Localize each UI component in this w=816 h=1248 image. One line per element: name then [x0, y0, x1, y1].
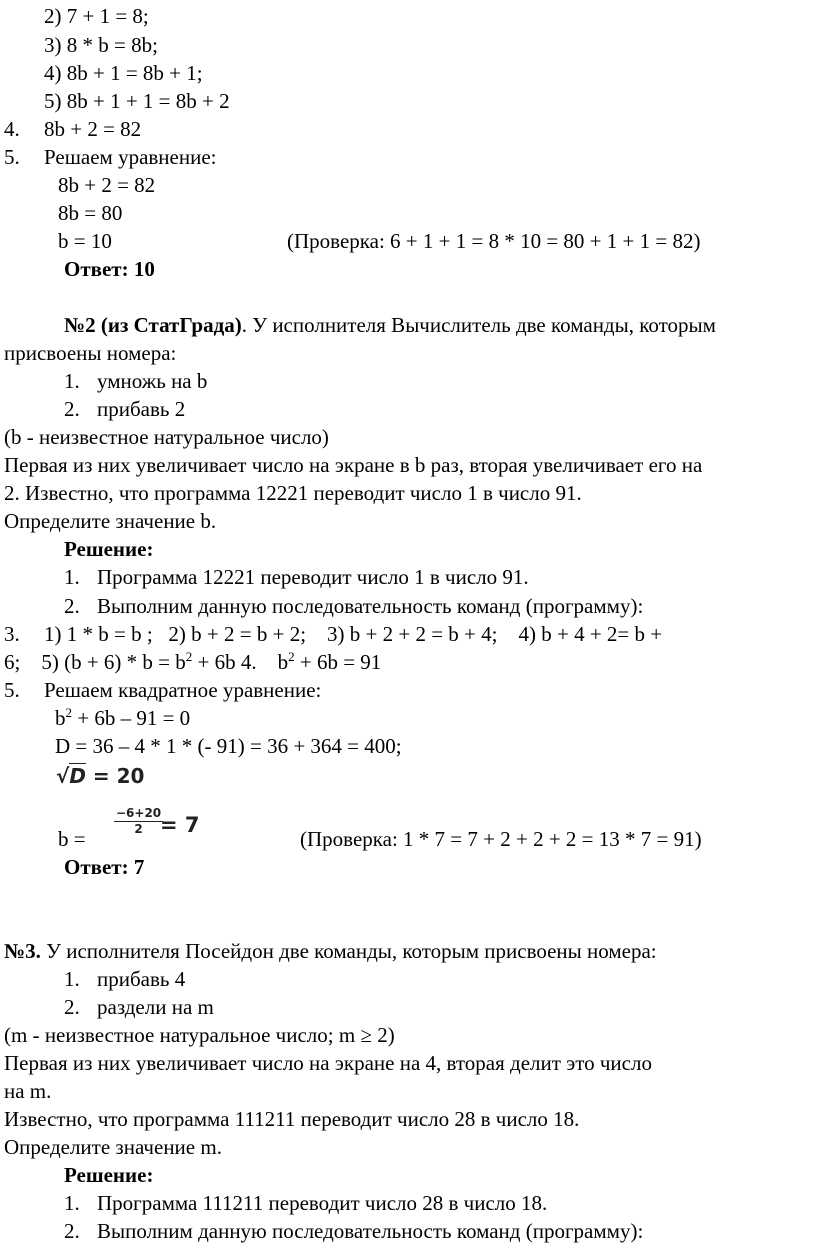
paragraph-line: на m. [4, 1079, 52, 1103]
problem-3-title: №3. [4, 939, 41, 963]
answer-line: Ответ: 7 [64, 855, 145, 879]
equation-line: 8b = 80 [58, 201, 123, 225]
list-item-continued [4, 650, 381, 677]
list-number: 3. [4, 622, 20, 646]
paragraph-line: 2. Известно, что программа 12221 переводит число 1 в число 91. [4, 481, 582, 505]
text-fragment: 6; 5) (b + 6) * b = b [4, 650, 186, 674]
list-item: 1) 1 * b = b ; 2) b + 2 = b + 2; 3) b + 2 + 2 = b + 4; 4) b + 4 + 2= b + [44, 622, 663, 646]
paragraph-line: Известно, что программа 111211 переводит число 28 в число 18. [4, 1107, 580, 1131]
list-number: 4. [4, 117, 20, 141]
text-fragment: + 6b = 91 [294, 650, 382, 674]
superscript: 2 [185, 649, 193, 664]
list-number: 1. [64, 967, 80, 991]
list-number: 2. [64, 1219, 80, 1243]
superscript: 2 [65, 705, 72, 720]
fraction-denominator: 2 [134, 822, 143, 836]
problem-3-intro: У исполнителя Посейдон две команды, которым присвоены номера: [40, 939, 657, 963]
fraction-result: = 7 [160, 813, 200, 837]
step-line: 5) 8b + 1 + 1 = 8b + 2 [44, 89, 230, 113]
equation-line: 8b + 2 = 82 [58, 173, 156, 197]
paragraph-line: Первая из них увеличивает число на экране в b раз, вторая увеличивает его на [4, 453, 703, 477]
list-item: Выполним данную последовательность команд (программу): [97, 1219, 644, 1243]
paragraph-line: (m - неизвестное натуральное число; m ≥ 2) [4, 1023, 395, 1047]
check-line: (Проверка: 6 + 1 + 1 = 8 * 10 = 80 + 1 + 1 = 82) [287, 229, 701, 253]
answer-line: Ответ: 10 [64, 257, 155, 281]
equation-line [55, 706, 190, 733]
text-fragment: = 20 [85, 764, 145, 788]
paragraph-line: присвоены номера: [4, 341, 177, 365]
step-line: 3) 8 * b = 8b; [44, 33, 158, 57]
paragraph-line: Первая из них увеличивает число на экране на 4, вторая делит это число [4, 1051, 652, 1075]
problem-2-title: №2 (из СтатГрада) [64, 313, 242, 337]
sqrt-argument: D [69, 764, 86, 788]
fraction [114, 806, 163, 837]
list-number: 1. [64, 565, 80, 589]
command-item: прибавь 2 [97, 397, 186, 421]
list-number: 1. [64, 1191, 80, 1215]
sqrt-equation [56, 764, 144, 788]
command-item: умножь на b [97, 369, 208, 393]
equation-line: D = 36 – 4 * 1 * (- 91) = 36 + 364 = 400; [55, 734, 402, 758]
text-fragment: + 6b – 91 = 0 [72, 706, 191, 730]
equation-line: b = 10 [58, 229, 112, 253]
list-number: 2. [64, 995, 80, 1019]
list-number: 1. [64, 369, 80, 393]
problem-3-heading [4, 939, 657, 963]
check-line: (Проверка: 1 * 7 = 7 + 2 + 2 + 2 = 13 * 7 = 91) [300, 827, 702, 851]
step-line: 4) 8b + 1 = 8b + 1; [44, 61, 203, 85]
paragraph-line: Определите значение m. [4, 1135, 222, 1159]
list-item: Решаем уравнение: [44, 145, 217, 169]
list-item: Программа 111211 переводит число 28 в число 18. [97, 1191, 548, 1215]
superscript: 2 [288, 649, 295, 664]
step-line: 2) 7 + 1 = 8; [44, 4, 149, 28]
list-number: 5. [4, 678, 20, 702]
equation-label: b = [58, 827, 86, 851]
fraction-numerator: −6+20 [116, 806, 162, 820]
command-item: раздели на m [97, 995, 214, 1019]
list-item: 8b + 2 = 82 [44, 117, 142, 141]
command-item: прибавь 4 [97, 967, 186, 991]
text-fragment: b [55, 706, 66, 730]
paragraph-line: Определите значение b. [4, 509, 217, 533]
list-item: Выполним данную последовательность команд (программу): [97, 594, 644, 618]
list-number: 2. [64, 397, 80, 421]
solution-heading: Решение: [64, 1163, 154, 1187]
text-fragment: + 6b 4. b [192, 650, 289, 674]
list-item: Решаем квадратное уравнение: [44, 678, 322, 702]
list-item: Программа 12221 переводит число 1 в число 91. [97, 565, 529, 589]
list-number: 2. [64, 594, 80, 618]
problem-2-intro: . У исполнителя Вычислитель две команды, которым [241, 313, 716, 337]
problem-2-heading [64, 313, 716, 337]
sqrt-symbol: √ [56, 764, 70, 788]
solution-heading: Решение: [64, 537, 154, 561]
paragraph-line: (b - неизвестное натуральное число) [4, 425, 329, 449]
list-number: 5. [4, 145, 20, 169]
